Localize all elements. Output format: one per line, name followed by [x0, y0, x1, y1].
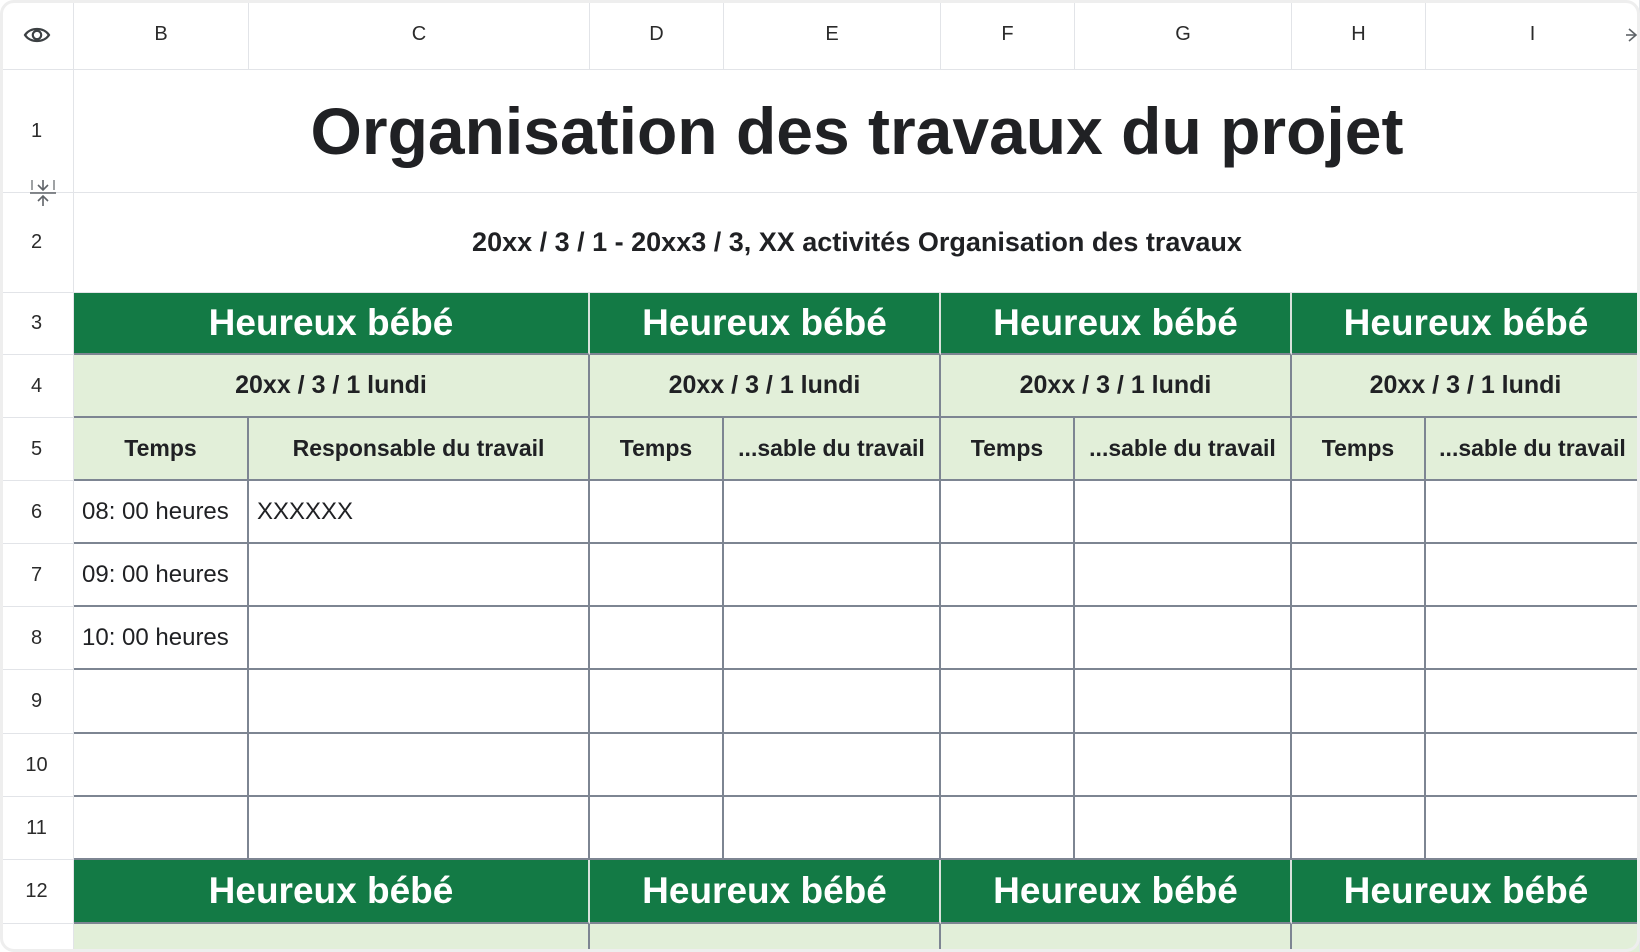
group-header[interactable]: Heureux bébé — [74, 860, 590, 924]
owner-header[interactable]: ...sable du travail — [1426, 418, 1640, 481]
row-header-8[interactable]: 8 — [0, 607, 74, 670]
group-date-partial[interactable] — [1292, 924, 1640, 952]
owner-cell[interactable] — [249, 734, 590, 797]
grid-cell[interactable] — [1292, 481, 1426, 544]
grid-cell[interactable] — [941, 797, 1075, 860]
grid-cell[interactable] — [1075, 607, 1292, 670]
group-header[interactable]: Heureux bébé — [1292, 293, 1640, 355]
column-header-i[interactable]: I — [1426, 0, 1640, 70]
eye-icon[interactable] — [23, 25, 51, 45]
grid-cell[interactable] — [724, 734, 941, 797]
group-date[interactable]: 20xx / 3 / 1 lundi — [1292, 355, 1640, 418]
group-header[interactable]: Heureux bébé — [590, 860, 941, 924]
row-resize-icon[interactable] — [28, 178, 58, 208]
grid-cell[interactable] — [1426, 734, 1640, 797]
column-header-e[interactable]: E — [724, 0, 941, 70]
row-header-1[interactable]: 1 — [0, 70, 74, 193]
owner-cell[interactable] — [249, 670, 590, 734]
grid-cell[interactable] — [1075, 670, 1292, 734]
owner-header[interactable]: ...sable du travail — [724, 418, 941, 481]
sheet-subtitle[interactable]: 20xx / 3 / 1 - 20xx3 / 3, XX activités Organisation des travaux — [74, 193, 1640, 293]
group-header[interactable]: Heureux bébé — [941, 860, 1292, 924]
group-date-partial[interactable] — [941, 924, 1292, 952]
row-header-3[interactable]: 3 — [0, 293, 74, 355]
grid-cell[interactable] — [590, 544, 724, 607]
grid-cell[interactable] — [724, 797, 941, 860]
grid-cell[interactable] — [1292, 797, 1426, 860]
column-header-b[interactable]: B — [74, 0, 249, 70]
owner-header[interactable]: ...sable du travail — [1075, 418, 1292, 481]
group-header[interactable]: Heureux bébé — [1292, 860, 1640, 924]
row-header-7[interactable]: 7 — [0, 544, 74, 607]
time-cell[interactable] — [74, 670, 249, 734]
time-header[interactable]: Temps — [941, 418, 1075, 481]
grid-cell[interactable] — [590, 481, 724, 544]
row-header-9[interactable]: 9 — [0, 670, 74, 734]
grid-cell[interactable] — [590, 670, 724, 734]
column-header-g[interactable]: G — [1075, 0, 1292, 70]
owner-cell[interactable] — [249, 797, 590, 860]
time-cell[interactable]: 10: 00 heures — [74, 607, 249, 670]
time-cell[interactable] — [74, 797, 249, 860]
group-date-partial[interactable] — [590, 924, 941, 952]
grid-cell[interactable] — [724, 544, 941, 607]
grid-cell[interactable] — [941, 734, 1075, 797]
grid-cell[interactable] — [724, 607, 941, 670]
owner-cell[interactable] — [249, 544, 590, 607]
grid-cell[interactable] — [1426, 797, 1640, 860]
grid-cell[interactable] — [1075, 544, 1292, 607]
row-header-2[interactable]: 2 — [0, 193, 74, 293]
grid-cell[interactable] — [1075, 734, 1292, 797]
grid-cell[interactable] — [1075, 797, 1292, 860]
group-date[interactable]: 20xx / 3 / 1 lundi — [590, 355, 941, 418]
group-header[interactable]: Heureux bébé — [590, 293, 941, 355]
grid-cell[interactable] — [1292, 544, 1426, 607]
grid-cell[interactable] — [1426, 544, 1640, 607]
row-header-13[interactable] — [0, 924, 74, 952]
grid-cell[interactable] — [590, 607, 724, 670]
row-header-12[interactable]: 12 — [0, 860, 74, 924]
row-header-11[interactable]: 11 — [0, 797, 74, 860]
grid-cell[interactable] — [1292, 607, 1426, 670]
row-header-10[interactable]: 10 — [0, 734, 74, 797]
owner-cell[interactable] — [249, 607, 590, 670]
grid-cell[interactable] — [1426, 481, 1640, 544]
column-header-d[interactable]: D — [590, 0, 724, 70]
grid-cell[interactable] — [1292, 670, 1426, 734]
time-header[interactable]: Temps — [1292, 418, 1426, 481]
grid-cell[interactable] — [1426, 670, 1640, 734]
row-header-6[interactable]: 6 — [0, 481, 74, 544]
group-header[interactable]: Heureux bébé — [941, 293, 1292, 355]
time-cell[interactable]: 09: 00 heures — [74, 544, 249, 607]
grid-cell[interactable] — [590, 797, 724, 860]
group-header[interactable]: Heureux bébé — [74, 293, 590, 355]
header-corner[interactable] — [0, 0, 74, 70]
owner-header[interactable]: Responsable du travail — [249, 418, 590, 481]
owner-cell[interactable]: XXXXXX — [249, 481, 590, 544]
time-cell[interactable] — [74, 734, 249, 797]
grid-cell[interactable] — [941, 544, 1075, 607]
sheet-title[interactable]: Organisation des travaux du projet — [74, 70, 1640, 193]
grid-cell[interactable] — [1075, 481, 1292, 544]
group-date-partial[interactable] — [74, 924, 590, 952]
column-header-c[interactable]: C — [249, 0, 590, 70]
grid-cell[interactable] — [724, 481, 941, 544]
grid-cell[interactable] — [941, 607, 1075, 670]
grid-cell[interactable] — [941, 670, 1075, 734]
grid-cell[interactable] — [1292, 734, 1426, 797]
grid-cell[interactable] — [1426, 607, 1640, 670]
arrow-right-icon[interactable] — [1626, 22, 1640, 48]
column-header-h[interactable]: H — [1292, 0, 1426, 70]
row-header-5[interactable]: 5 — [0, 418, 74, 481]
row-header-4[interactable]: 4 — [0, 355, 74, 418]
grid-cell[interactable] — [941, 481, 1075, 544]
grid-cell[interactable] — [724, 670, 941, 734]
grid-cell[interactable] — [590, 734, 724, 797]
time-header[interactable]: Temps — [590, 418, 724, 481]
column-header-f[interactable]: F — [941, 0, 1075, 70]
time-cell[interactable]: 08: 00 heures — [74, 481, 249, 544]
group-date[interactable]: 20xx / 3 / 1 lundi — [941, 355, 1292, 418]
time-header[interactable]: Temps — [74, 418, 249, 481]
group-date[interactable]: 20xx / 3 / 1 lundi — [74, 355, 590, 418]
